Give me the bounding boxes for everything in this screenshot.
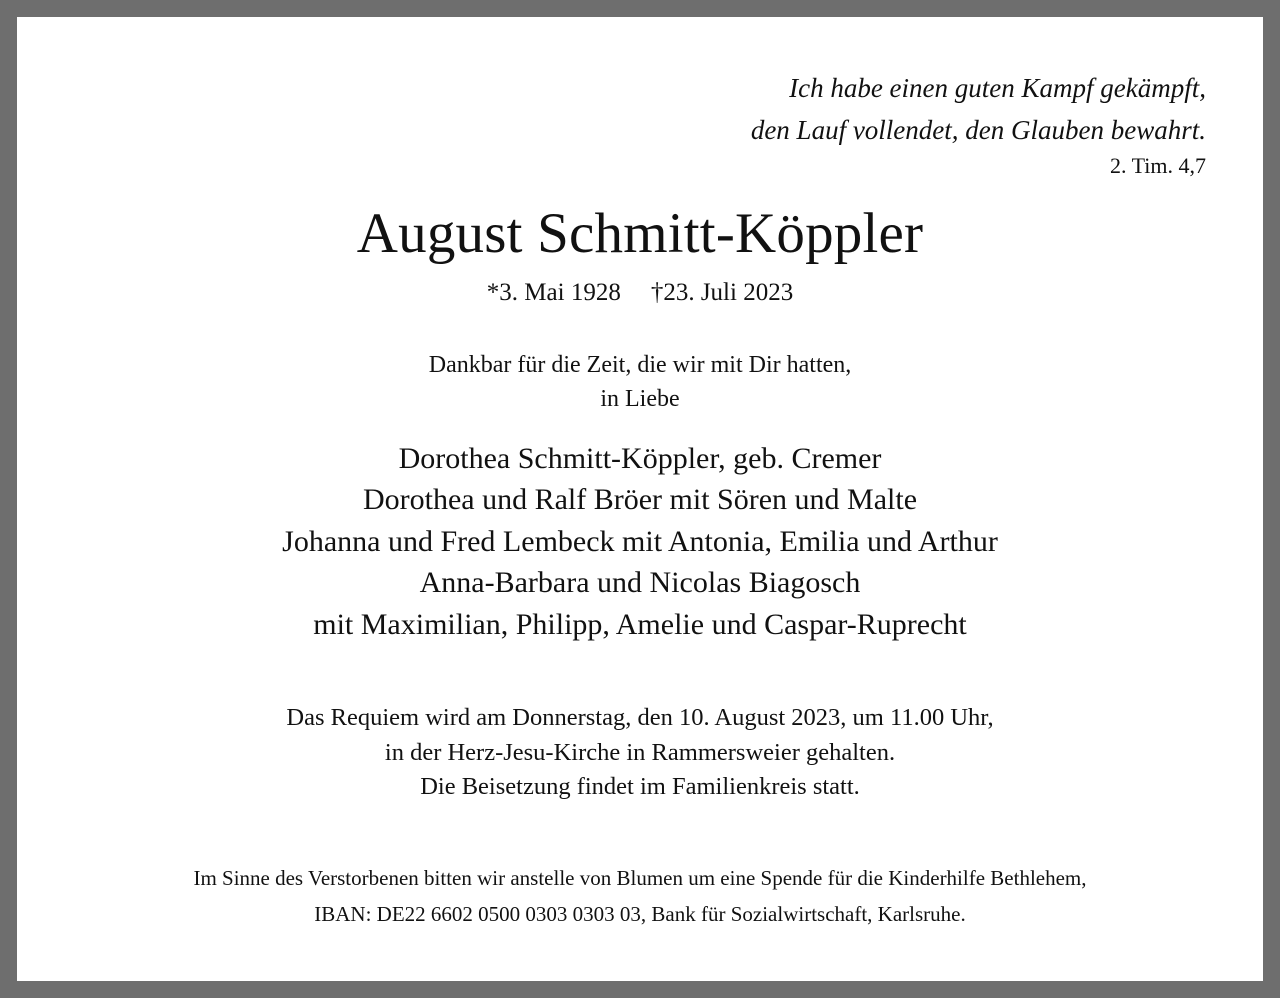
- deceased-name: August Schmitt-Köppler: [356, 202, 924, 265]
- life-dates: [17, 277, 1263, 309]
- donation-line-1: Im Sinne des Verstorbenen bitten wir anstelle von Blumen um eine Spende für die Kinderhilfe Bethlehem,: [193, 866, 1087, 890]
- death-date: †23. Juli 2023: [650, 279, 794, 306]
- family-line-2: Dorothea und Ralf Bröer mit Sören und Malte: [362, 483, 918, 516]
- obituary-notice: [17, 17, 1263, 981]
- family-line-4: Anna-Barbara und Nicolas Biagosch: [419, 566, 861, 599]
- birth-date: *3. Mai 1928: [486, 279, 621, 306]
- gratitude-line-1: Dankbar für die Zeit, die wir mit Dir hatten,: [428, 352, 852, 378]
- family-line-3: Johanna und Fred Lembeck mit Antonia, Emilia und Arthur: [282, 525, 998, 558]
- verse-line-1: Ich habe einen guten Kampf gekämpft,: [789, 73, 1206, 103]
- verse-reference: 2. Tim. 4,7: [1110, 153, 1206, 178]
- service-line-3: Die Beisetzung findet im Familienkreis statt.: [420, 773, 860, 800]
- service-line-2: in der Herz-Jesu-Kirche in Rammersweier gehalten.: [384, 739, 896, 766]
- gratitude-line-2: in Liebe: [600, 386, 680, 412]
- family-line-5: mit Maximilian, Philipp, Amelie und Caspar-Ruprecht: [313, 608, 967, 641]
- family-line-1: Dorothea Schmitt-Köppler, geb. Cremer: [398, 442, 882, 475]
- service-line-1: Das Requiem wird am Donnerstag, den 10. August 2023, um 11.00 Uhr,: [286, 704, 994, 731]
- verse-line-2: den Lauf vollendet, den Glauben bewahrt.: [750, 115, 1206, 145]
- donation-line-2: IBAN: DE22 6602 0500 0303 0303 03, Bank für Sozialwirtschaft, Karlsruhe.: [314, 902, 966, 926]
